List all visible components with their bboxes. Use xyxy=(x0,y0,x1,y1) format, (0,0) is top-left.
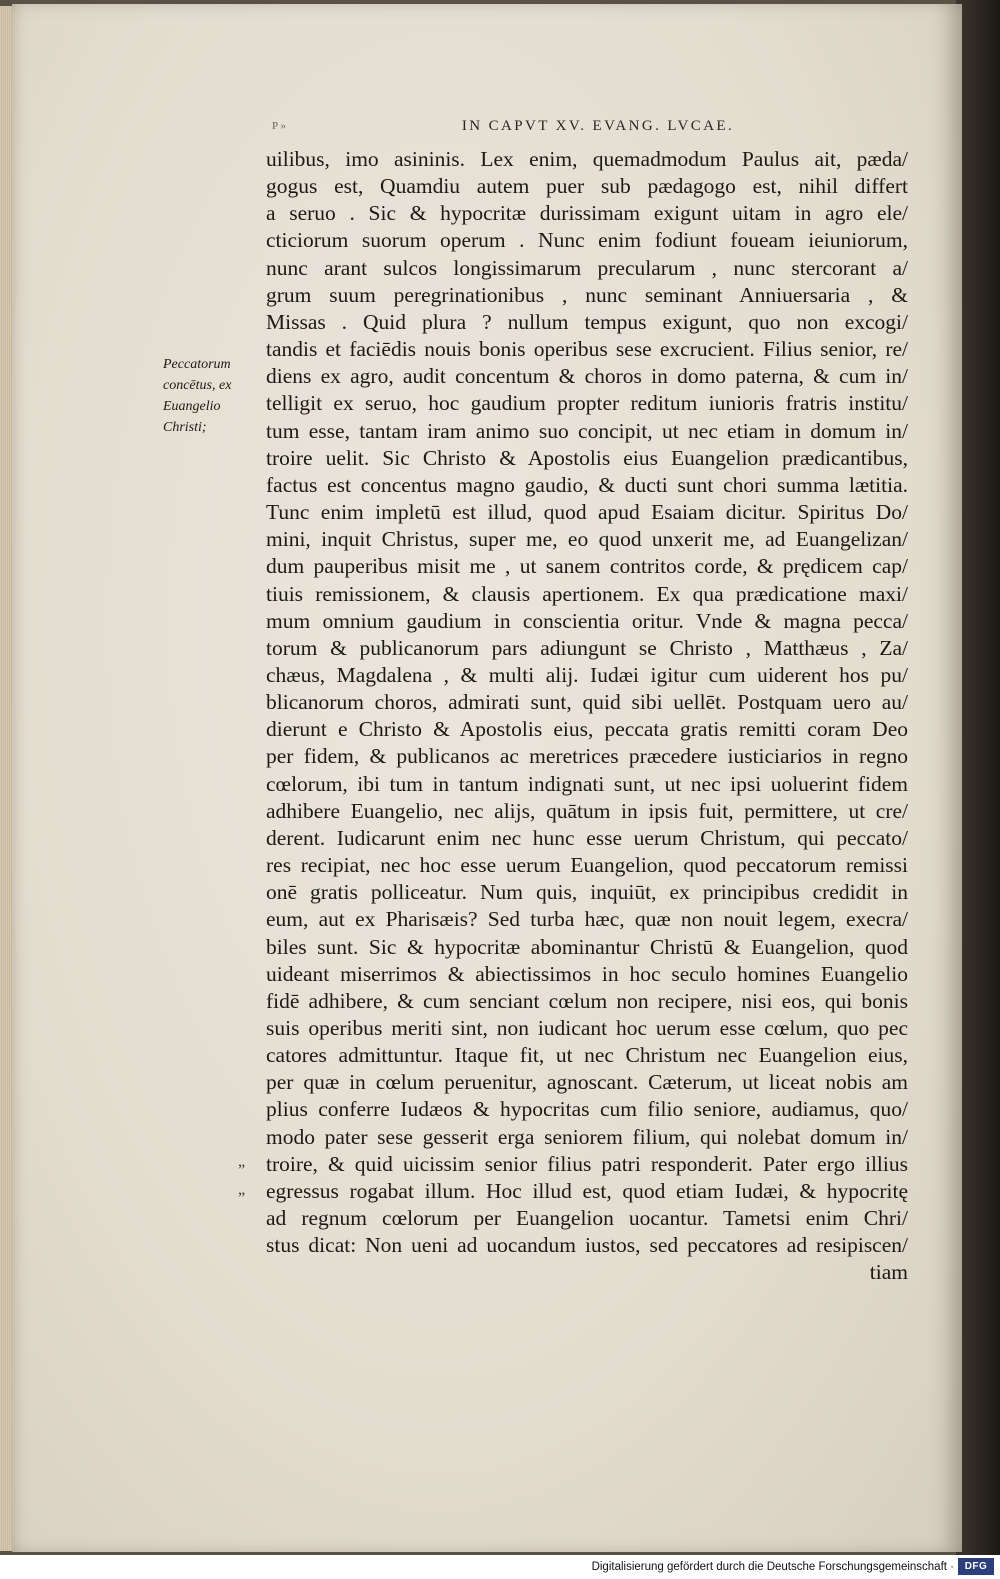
text-line: eum, aut ex Pharisæis? Sed turba hæc, quæ non nouit legem, execra/ xyxy=(266,907,908,932)
text-line: biles sunt. Sic & hypocritæ abominantur Christū & Euangelion, quod xyxy=(266,934,908,959)
text-line: troire, & quid uicissim senior filius patri responderit. Pater ergo illius xyxy=(266,1151,908,1176)
text-line: troire uelit. Sic Christo & Apostolis eius Euangelion prædicantibus, xyxy=(266,445,908,470)
quotation-mark: „ xyxy=(238,1181,246,1198)
text-line: res recipiat, nec hoc esse uerum Euangelion, quod peccatorum remissi xyxy=(266,853,908,878)
text-line: gogus est, Quamdiu autem puer sub pædagogo est, nihil differt xyxy=(266,174,908,199)
text-line: per quæ in cœlum peruenitur, agnoscant. Cæterum, ut liceat nobis am xyxy=(266,1070,908,1095)
dfg-logo: DFG xyxy=(958,1558,994,1575)
text-line: adhibere Euangelio, nec alijs, quātum in ipsis fuit, permittere, ut cre/ xyxy=(266,798,908,823)
marginal-note-line: Euangelio xyxy=(163,399,221,414)
text-line: cticiorum suorum operum . Nunc enim fodiunt foueam ieiuniorum, xyxy=(266,228,908,253)
text-line: catores admittuntur. Itaque fit, ut nec Christum nec Euangelion eius, xyxy=(266,1043,908,1068)
text-line: onē gratis polliceatur. Num quis, inquiūt, ex principibus credidit in xyxy=(266,880,908,905)
text-line: Missas . Quid plura ? nullum tempus exigunt, quo non excogi/ xyxy=(266,309,908,334)
marginal-note-line: concētus, ex xyxy=(163,378,232,393)
book-spine xyxy=(956,0,1000,1555)
text-line: ad regnum cœlorum per Euangelion uocantur. Tametsi enim Chri/ xyxy=(266,1206,908,1231)
text-line: cœlorum, ibi tum in tantum indignati sunt, ut nec ipsi uoluerint fidem xyxy=(266,771,908,796)
text-line: tiuis remissionem, & clausis apertionem. Ex qua prædicatione maxi/ xyxy=(266,581,908,606)
text-line: tandis et faciēdis nouis bonis operibus sese excrucient. Filius senior, re/ xyxy=(266,337,908,362)
text-line: chæus, Magdalena , & multi alij. Iudæi igitur cum uiderent hos pu/ xyxy=(266,662,908,687)
quotation-mark: „ xyxy=(238,1153,246,1170)
text-line: nunc arant sulcos longissimarum precularum , nunc stercorant a/ xyxy=(266,255,908,280)
text-line: stus dicat: Non ueni ad uocandum iustos, sed peccatores ad resipiscen/ xyxy=(266,1233,908,1258)
text-line: blicanorum choros, admirati sunt, quid sibi uellēt. Postquam uero au/ xyxy=(266,690,908,715)
text-line: grum suum peregrinationibus , nunc seminant Anniuersaria , & xyxy=(266,282,908,307)
text-line: torum & publicanorum pars adiungunt se Christo , Matthæus , Za/ xyxy=(266,635,908,660)
text-line: fidē adhibere, & cum senciant cœlum non recipere, nisi eos, qui bonis xyxy=(266,988,908,1013)
marginal-note-line: Christi; xyxy=(163,420,207,435)
funding-credit: Digitalisierung gefördert durch die Deutsche Forschungsgemeinschaft · xyxy=(591,1561,954,1573)
text-line: uilibus, imo asininis. Lex enim, quemadmodum Paulus ait, pæda/ xyxy=(266,147,908,171)
text-line: suis operibus meriti sint, non iudicant hoc uerum esse cœlum, quo pec xyxy=(266,1016,908,1040)
marginal-note-line: Peccatorum xyxy=(163,357,231,372)
text-line: per fidem, & publicanos ac meretrices præcedere iusticiarios in regno xyxy=(266,744,908,769)
text-line: dierunt e Christo & Apostolis eius, peccata gratis remitti coram Deo xyxy=(266,717,908,742)
text-line: diens ex agro, audit concentum & choros in domo paterna, & cum in/ xyxy=(266,364,908,389)
text-line: Tunc enim impletū est illud, quod apud Esaiam dicitur. Spiritus Do/ xyxy=(266,500,908,525)
text-line: telligit ex seruo, hoc gaudium propter reditum iunioris fratris institu/ xyxy=(266,391,908,416)
text-line: a seruo . Sic & hypocritæ durissimam exigunt uitam in agro ele/ xyxy=(266,201,908,226)
text-line: mini, inquit Christus, super me, eo quod unxerit me, ad Euangelizan/ xyxy=(266,527,908,552)
text-line: mum omnium gaudium in conscientia oritur. Vnde & magna pecca/ xyxy=(266,608,908,633)
marginal-note xyxy=(163,354,263,438)
text-line: plius conferre Iudæos & hypocritas cum filio seniore, audiamus, quo/ xyxy=(266,1097,908,1122)
text-line: factus est concentus magno gaudio, & ducti sunt chori summa lætitia. xyxy=(266,472,908,497)
catchword: tiam xyxy=(869,1260,908,1285)
running-head: IN CAPVT XV. EVANG. LVCAE. xyxy=(461,118,735,134)
text-line: modo pater sese gesserit erga seniorem filium, qui nolebat domum in/ xyxy=(266,1124,908,1149)
text-line: dum pauperibus misit me , ut sanem contritos corde, & prędicem cap/ xyxy=(266,554,908,579)
text-line: tum esse, tantam iram animo suo concipit, ut nec etiam in domum in/ xyxy=(266,418,908,443)
text-line: egressus rogabat illum. Hoc illud est, quod etiam Iudæi, & hypocritę xyxy=(266,1178,908,1203)
body-text xyxy=(266,146,908,1287)
text-line: derent. Iudicarunt enim nec hunc esse uerum Christum, qui peccato/ xyxy=(266,825,908,850)
page-mark: P » xyxy=(272,120,286,132)
text-line: uideant miserrimos & abiectissimos in hoc seculo homines Euangelio xyxy=(266,961,908,986)
